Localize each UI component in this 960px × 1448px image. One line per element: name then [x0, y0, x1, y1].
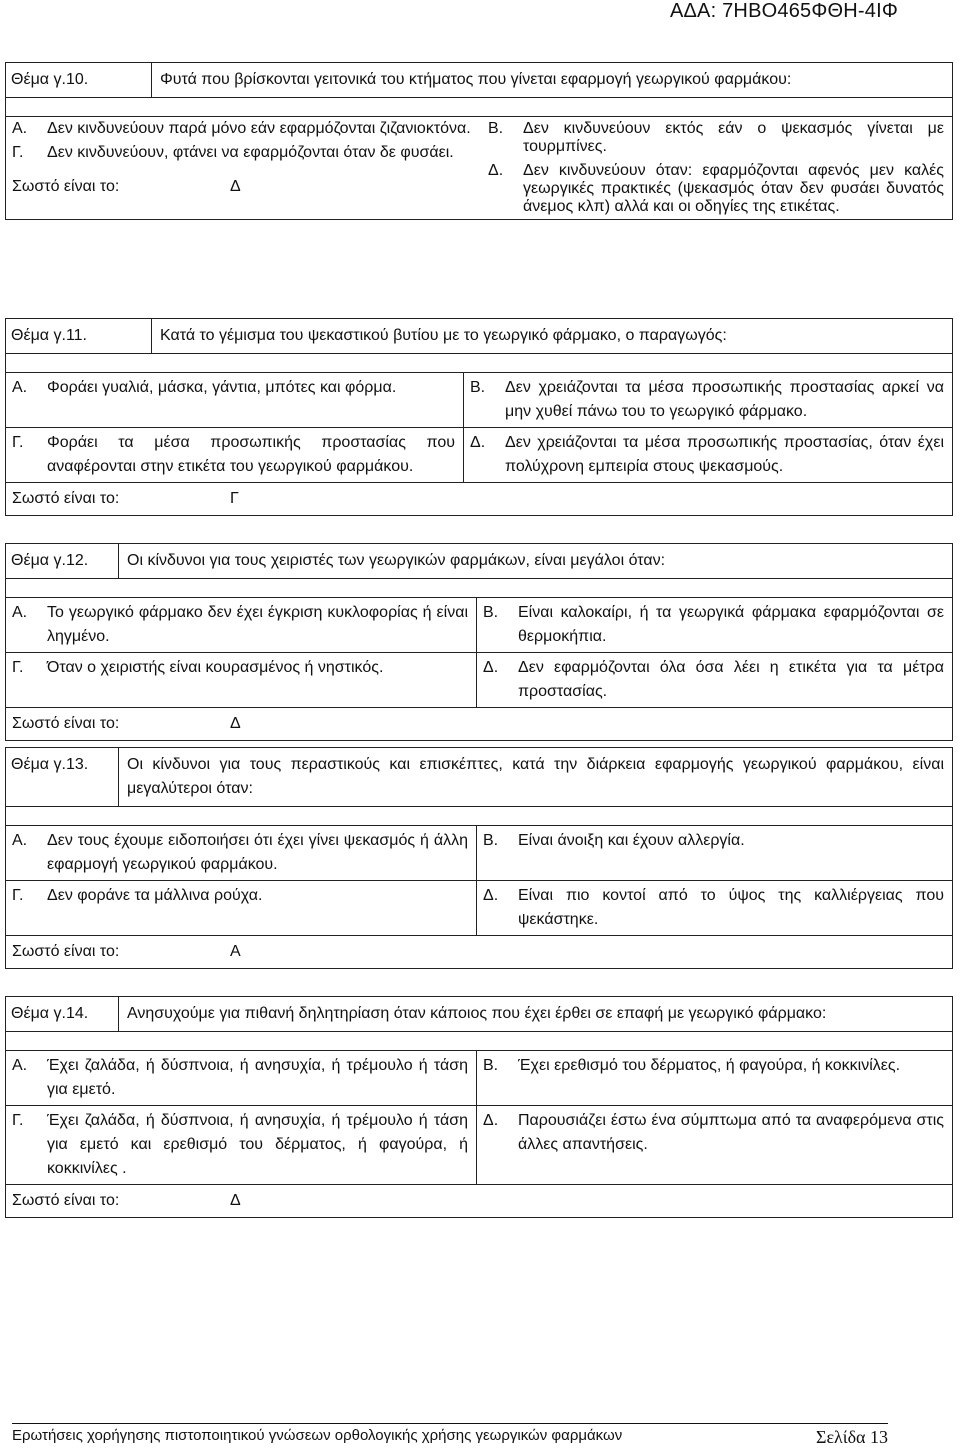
- option-row: [6, 373, 952, 428]
- option-letter: Γ.: [12, 887, 24, 904]
- answer-row: [6, 171, 482, 203]
- option-d: [476, 881, 952, 935]
- spacer-row: [6, 354, 952, 373]
- option-letter: Δ.: [470, 434, 486, 451]
- option-g: [6, 881, 476, 935]
- option-letter: Α.: [12, 1057, 28, 1074]
- option-text: Έχει ερεθισμό του δέρματος, ή φαγούρα, ή κοκκινίλες.: [518, 1057, 901, 1074]
- spacer-row: [6, 579, 952, 598]
- ada-stamp: ΑΔΑ: 7ΗΒΟ465ΦΘΗ-4ΙΦ: [669, 0, 898, 22]
- option-b: [476, 826, 952, 880]
- answer-label: Σωστό είναι το:: [12, 178, 120, 195]
- option-text: Δεν κινδυνεύουν όταν: εφαρμόζονται αφενός μεν καλές γεωργικές πρακτικές (ψεκασμός όταν δεν φυσάει δυνατός άνεμος κλπ) αλλά και οι οδηγίες της ετικέτας.: [523, 162, 944, 215]
- option-g: [6, 428, 463, 482]
- answer-label: Σωστό είναι το:: [12, 490, 120, 507]
- option-d: [476, 1106, 952, 1184]
- option-a: [6, 373, 463, 427]
- option-letter: Α.: [12, 604, 28, 621]
- option-row: [6, 598, 952, 653]
- options-area: [6, 117, 952, 219]
- option-row: [6, 1106, 952, 1185]
- option-b: [476, 598, 952, 652]
- option-b: [463, 373, 952, 427]
- question-number: Θέμα γ.13.: [11, 756, 89, 773]
- option-text: Το γεωργικό φάρμακο δεν έχει έγκριση κυκλοφορίας ή είναι ληγμένο.: [47, 604, 468, 645]
- option-g: [6, 1106, 476, 1184]
- option-letter: Δ.: [483, 1112, 499, 1129]
- option-text: Δεν κινδυνεύουν εκτός εάν ο ψεκασμός γίνεται με τουρμπίνες.: [523, 120, 944, 155]
- option-d: [482, 159, 952, 219]
- option-letter: Γ.: [12, 659, 24, 676]
- answer-row: [6, 936, 952, 968]
- option-letter: Δ.: [483, 659, 499, 676]
- option-text: Έχει ζαλάδα, ή δύσπνοια, ή ανησυχία, ή τρέμουλο ή τάση για εμετό.: [47, 1057, 468, 1098]
- option-text: Φοράει τα μέσα προσωπικής προστασίας που αναφέρονται στην ετικέτα του γεωργικού φαρμάκου.: [47, 434, 455, 475]
- option-text: Δεν χρειάζονται τα μέσα προσωπικής προστασίας, όταν έχει πολύχρονη εμπειρία στους ψεκασμούς.: [505, 434, 944, 475]
- option-letter: Γ.: [12, 434, 24, 451]
- option-letter: Δ.: [483, 887, 499, 904]
- answer-value: Δ: [230, 178, 241, 195]
- question-header: [6, 319, 952, 354]
- question-block-12: [5, 543, 953, 741]
- option-letter: Γ.: [12, 144, 24, 161]
- options-right: [482, 117, 952, 219]
- option-letter: Β.: [483, 1057, 499, 1074]
- question-header: [6, 997, 952, 1032]
- option-letter: Γ.: [12, 1112, 24, 1129]
- option-g: [6, 141, 482, 165]
- option-letter: Β.: [488, 120, 504, 137]
- page-number: Σελίδα 13: [815, 1427, 888, 1447]
- question-block-14: [5, 996, 953, 1218]
- option-text: Είναι πιο κοντοί από το ύψος της καλλιέργειας που ψεκάστηκε.: [518, 887, 944, 928]
- footer-title: Ερωτήσεις χορήγησης πιστοποιητικού γνώσεων ορθολογικής χρήσης γεωργικών φαρμάκων: [12, 1427, 623, 1444]
- question-text: Οι κίνδυνοι για τους χειριστές των γεωργικών φαρμάκων, είναι μεγάλοι όταν:: [118, 544, 952, 578]
- option-d: [476, 653, 952, 707]
- answer-label: Σωστό είναι το:: [12, 943, 120, 960]
- question-text: Κατά το γέμισμα του ψεκαστικού βυτίου με το γεωργικό φάρμακο, ο παραγωγός:: [151, 319, 952, 353]
- question-number: Θέμα γ.14.: [11, 1005, 89, 1022]
- option-letter: Β.: [470, 379, 486, 396]
- spacer-row: [6, 98, 952, 117]
- option-text: Δεν εφαρμόζονται όλα όσα λέει η ετικέτα για τα μέτρα προστασίας.: [518, 659, 944, 700]
- option-letter: Β.: [483, 604, 499, 621]
- option-letter: Α.: [12, 120, 28, 137]
- answer-row: [6, 708, 952, 740]
- option-a: [6, 117, 482, 141]
- answer-value: Γ: [230, 490, 239, 507]
- option-row: [6, 1051, 952, 1106]
- option-text: Φοράει γυαλιά, μάσκα, γάντια, μπότες και φόρμα.: [47, 379, 397, 396]
- option-row: [6, 881, 952, 936]
- option-g: [6, 653, 476, 707]
- question-header: [6, 544, 952, 579]
- option-text: Δεν φοράνε τα μάλλινα ρούχα.: [47, 887, 263, 904]
- option-text: Έχει ζαλάδα, ή δύσπνοια, ή ανησυχία, ή τρέμουλο ή τάση για εμετό και ερεθισμό του δέρματος, ή φαγούρα, ή κοκκινίλες .: [47, 1112, 468, 1177]
- option-row: [6, 653, 952, 708]
- question-header: [6, 63, 952, 98]
- option-text: Είναι καλοκαίρι, ή τα γεωργικά φάρμακα εφαρμόζονται σε θερμοκήπια.: [518, 604, 944, 645]
- spacer-row: [6, 807, 952, 826]
- answer-label: Σωστό είναι το:: [12, 1192, 120, 1209]
- answer-value: Α: [230, 943, 241, 960]
- option-letter: Α.: [12, 379, 28, 396]
- question-block-13: [5, 747, 953, 969]
- answer-row: [6, 483, 952, 515]
- question-number: Θέμα γ.11.: [11, 327, 87, 344]
- option-text: Δεν χρειάζονται τα μέσα προσωπικής προστασίας αρκεί να μην χυθεί πάνω του το γεωργικό φάρμακο.: [505, 379, 944, 420]
- question-number: Θέμα γ.10.: [11, 71, 89, 88]
- answer-label: Σωστό είναι το:: [12, 715, 120, 732]
- option-text: Δεν τους έχουμε ειδοποιήσει ότι έχει γίνει ψεκασμός ή άλλη εφαρμογή γεωργικού φαρμάκου.: [47, 832, 468, 873]
- answer-value: Δ: [230, 715, 241, 732]
- option-letter: Δ.: [488, 162, 504, 179]
- question-text: Οι κίνδυνοι για τους περαστικούς και επισκέπτες, κατά την διάρκεια εφαρμογής γεωργικού φαρμάκου, είναι μεγαλύτεροι όταν:: [118, 748, 952, 806]
- spacer-row: [6, 1032, 952, 1051]
- option-text: Δεν κινδυνεύουν παρά μόνο εάν εφαρμόζονται ζιζανιοκτόνα.: [47, 120, 471, 137]
- question-number: Θέμα γ.12.: [11, 552, 89, 569]
- page-footer: [12, 1423, 888, 1448]
- option-text: Δεν κινδυνεύουν, φτάνει να εφαρμόζονται όταν δε φυσάει.: [47, 144, 454, 161]
- option-b: [476, 1051, 952, 1105]
- question-header: [6, 748, 952, 807]
- answer-value: Δ: [230, 1192, 241, 1209]
- option-a: [6, 1051, 476, 1105]
- option-a: [6, 826, 476, 880]
- question-text: Ανησυχούμε για πιθανή δηλητηρίαση όταν κάποιος που έχει έρθει σε επαφή με γεωργικό φάρμακο:: [118, 997, 952, 1031]
- option-text: Παρουσιάζει έστω ένα σύμπτωμα από τα αναφερόμενα στις άλλες απαντήσεις.: [518, 1112, 944, 1153]
- answer-row: [6, 1185, 952, 1217]
- option-text: Είναι άνοιξη και έχουν αλλεργία.: [518, 832, 745, 849]
- option-letter: Β.: [483, 832, 499, 849]
- question-block-11: [5, 318, 953, 516]
- option-row: [6, 428, 952, 483]
- question-text: Φυτά που βρίσκονται γειτονικά του κτήματος που γίνεται εφαρμογή γεωργικού φαρμάκου:: [151, 63, 952, 97]
- option-a: [6, 598, 476, 652]
- option-b: [482, 117, 952, 159]
- options-left: [6, 117, 482, 219]
- option-text: Όταν ο χειριστής είναι κουρασμένος ή νηστικός.: [47, 659, 384, 676]
- option-row: [6, 826, 952, 881]
- option-letter: Α.: [12, 832, 28, 849]
- question-block-10: [5, 62, 953, 220]
- option-d: [463, 428, 952, 482]
